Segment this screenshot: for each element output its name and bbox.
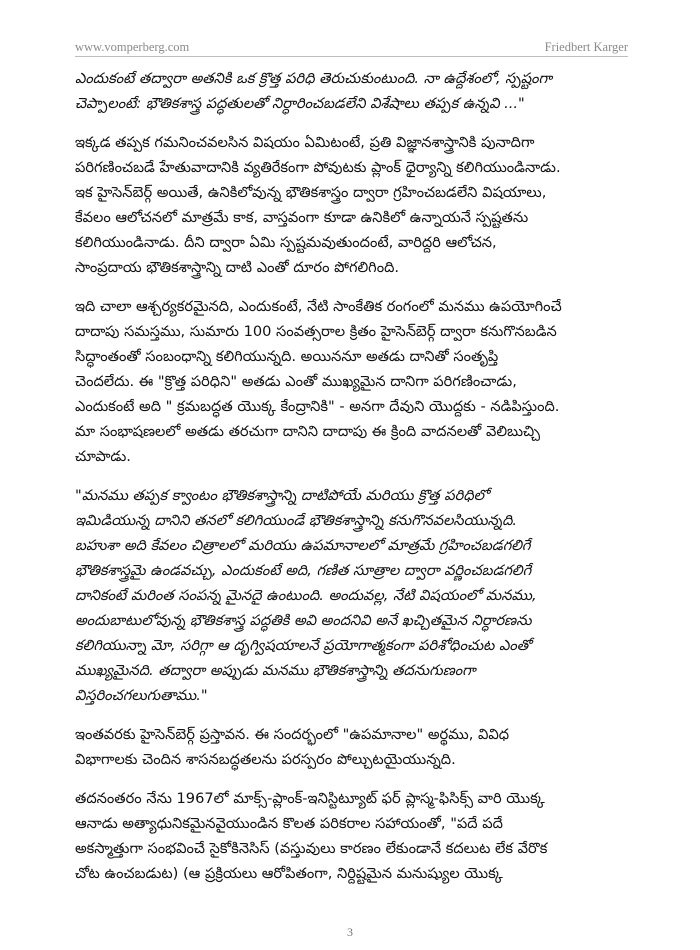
text-line: సిద్ధాంతంతో సంబంధాన్ని కలిగియున్నది. అయిననూ అతడు దానితో సంతృప్తి [75, 348, 499, 365]
text-line: ఎందుకంటే తద్వారా అతనికి ఒక క్రొత్త పరిధి తెరుచుకుంటుంది. నా ఉద్దేశంలో, స్పష్టంగా [75, 70, 552, 87]
text-line: విభాగాలకు చెందిన శాసనబద్ధతలను పరస్పరం పోల్చుటయైయున్నది. [75, 751, 456, 768]
text-line: ఎందుకంటే అది " క్రమబద్ధత యొక్క కేంద్రానికి" - అనగా దేవుని యొద్దకు - నడిపిస్తుంది. [75, 398, 560, 415]
text-line: ముఖ్యమైనది. తద్వారా అప్పుడు మనము భౌతికశాస్త్రాన్ని తదనుగుణంగా [75, 662, 476, 679]
text-line: కేవలం ఆలోచనలో మాత్రమే కాక, వాస్తవంగా కూడా ఉనికిలో ఉన్నాయనే స్పష్టతను [75, 209, 529, 226]
text-line: ఇది చాలా ఆశ్చర్యకరమైనది, ఎందుకంటే, నేటి సాంకేతిక రంగంలో మనము ఉపయోగించే [75, 298, 562, 315]
text-line: చెందలేదు. ఈ "క్రొత్త పరిధిని" అతడు ఎంతో ముఖ్యమైన దానిగా పరిగణించాడు, [75, 373, 517, 390]
text-line: పరిగణించబడే హేతువాదానికి వ్యతిరేకంగా పోవుటకు ప్లాంక్ ధైర్యాన్ని కలిగియుండినాడు. [75, 159, 561, 176]
text-line: బహుశా అది కేవలం చిత్రాలలో మరియు ఉపమానాలలో మాత్రమే గ్రహించబడగలిగే [75, 537, 531, 554]
quote-paragraph [75, 483, 630, 708]
header-rule [75, 56, 628, 57]
paragraph [75, 130, 630, 280]
text-line: ఇమిడియున్న దానిని తనలో కలిగియుండే భౌతికశాస్త్రాన్ని కనుగొనవలసియున్నది. [75, 512, 518, 529]
text-line: చెప్పాలంటే: భౌతికశాస్త్ర పద్ధతులతో నిర్ధారించబడలేని విశేషాలు తప్పక ఉన్నవి ..." [75, 95, 525, 112]
text-line: తదనంతరం నేను 1967లో మాక్స్-ప్లాంక్-ఇనిస్టిట్యూట్ ఫర్ ప్లాస్మ-ఫిసిక్స్ వారి యొక్క [75, 790, 545, 807]
text-line: ఇక హైసెన్‌బెర్గ్ అయితే, ఉనికిలోవున్న భౌతికశాస్త్రం ద్వారా గ్రహించబడలేని విషయాలు, [75, 184, 547, 201]
text-line: దాదాపు సమస్తము, సుమారు 100 సంవత్సరాల క్రితం హైసెన్‌బెర్గ్ ద్వారా కనుగొనబడిన [75, 323, 557, 340]
text-line: అకస్మాత్తుగా సంభవించే సైకోకినెసిస్ (వస్తువులు కారణం లేకుండానే కదలుట లేక వేరొక [75, 840, 548, 857]
text-line: ఇంతవరకు హైసెన్‌బెర్గ్ ప్రస్తావన. ఈ సందర్భంలో "ఉపమానాల" అర్థము, వివిధ [75, 726, 510, 743]
document-body [75, 66, 630, 900]
text-line: ఇక్కడ తప్పక గమనించవలసిన విషయం ఏమిటంటే, ప్రతి విజ్ఞానశాస్త్రానికి పునాదిగా [75, 134, 535, 151]
text-line: చూపాడు. [75, 448, 131, 465]
quote-paragraph [75, 66, 630, 116]
text-line: అందుబాటులోవున్న భౌతికశాస్త్ర పద్ధతికి అవి అందనివి అనే ఖచ్చితమైన నిర్ధారణను [75, 612, 532, 629]
page-header [75, 36, 628, 58]
text-line: కలిగియున్నా మో, సరిగ్గా ఆ దృగ్విషయాలనే ప్రయోగాత్మకంగా పరిశోధించుట ఎంతో [75, 637, 532, 654]
text-line: కలిగియుండినాడు. దీని ద్వారా ఏమి స్పష్టమవుతుందంటే, వారిద్దరి ఆలోచన, [75, 234, 497, 251]
text-line: భౌతికశాస్త్రమై ఉండవచ్చు, ఎందుకంటే అది, గణిత సూత్రాల ద్వారా వర్ణించబడగలిగే [75, 562, 532, 579]
text-line: చోట ఉంచబడుట) (ఆ ప్రక్రియలు ఆరోపితంగా, నిర్దిష్టమైన మనుష్యుల యొక్క [75, 865, 503, 882]
header-author: Friedbert Karger [544, 40, 628, 54]
paragraph [75, 722, 630, 772]
text-line: ఆనాడు అత్యాధునికమైనవైయుండిన కొలత పరికరాల సహాయంతో, "పదే పదే [75, 815, 503, 832]
text-line: విస్తరించగలుగుతాము." [75, 687, 208, 704]
page-number: 3 [347, 925, 353, 939]
header-website: www.vomperberg.com [75, 40, 190, 54]
text-line: మా సంభాషణలలో అతడు తరచుగా దానిని దాదాపు ఈ క్రింది వాదనలతో వెలిబుచ్చి [75, 423, 541, 440]
paragraph [75, 294, 630, 469]
paragraph [75, 786, 630, 886]
text-line: దానికంటే మరింత సంపన్న మైనదై ఉంటుంది. అందువల్ల, నేటి విషయంలో మనము, [75, 587, 537, 604]
text-line: "మనము తప్పక క్వాంటం భౌతికశాస్త్రాన్ని దాటిపోయే మరియు క్రొత్త పరిధిలో [75, 487, 489, 504]
text-line: సాంప్రదాయ భౌతికశాస్త్రాన్ని దాటి ఎంతో దూరం పోగలిగింది. [75, 259, 400, 276]
